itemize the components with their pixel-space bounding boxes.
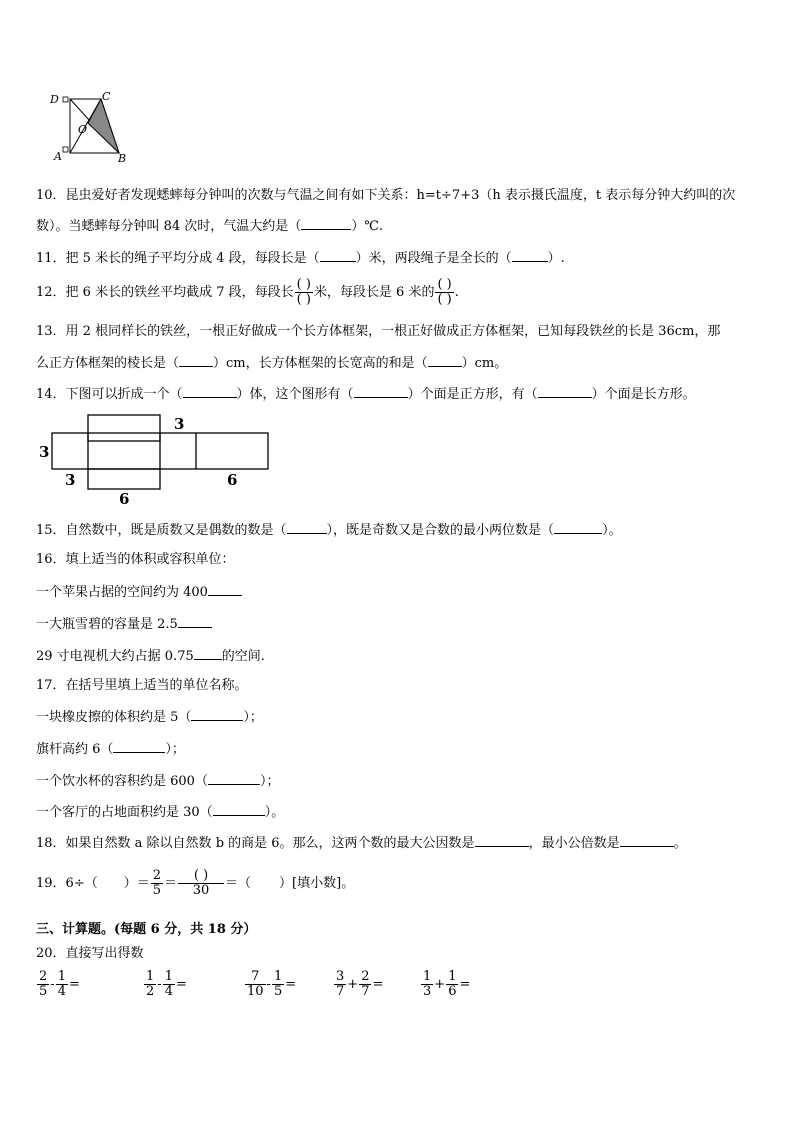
q20-4-op: + [347, 977, 359, 992]
q17-l1-text-a: 一块橡皮擦的体积约是 5（ [36, 710, 192, 725]
q20-2-n1: 1 [146, 969, 155, 984]
q20-4-n2: 2 [361, 969, 370, 984]
q14-blank-3[interactable] [538, 385, 592, 398]
box-net-figure [34, 410, 274, 508]
q14-text-a: 14．下图可以折成一个（ [36, 387, 183, 402]
q18 [36, 834, 687, 853]
q20-2-n2: 1 [164, 969, 173, 984]
q17-line4 [36, 803, 284, 822]
q17-l1-text-b: ）； [243, 710, 263, 725]
q13-line2 [36, 354, 507, 373]
q20-3-eq: = [285, 977, 297, 992]
q20-item-5[interactable] [420, 970, 470, 999]
q14-blank-2[interactable] [354, 385, 408, 398]
q19-text-b: ）＝ [123, 876, 150, 891]
q19-text-d: ）[填小数]。 [279, 876, 355, 891]
q20-3-n1: 7 [245, 970, 266, 985]
q12-frac2-den: ( ) [437, 292, 452, 307]
q16-l3-text-b: 的空间. [221, 649, 265, 664]
q15-blank-2[interactable] [554, 521, 602, 534]
q20-4-eq: = [372, 977, 384, 992]
net-label-bottom: 6 [119, 490, 130, 508]
q20-1-n2: 1 [57, 969, 66, 984]
q17-l3-text-b: ）； [259, 774, 280, 789]
q16-line1 [36, 583, 242, 602]
q20-2-d2: 4 [164, 984, 173, 999]
q15-blank-1[interactable] [287, 521, 327, 534]
q13-blank-2[interactable] [428, 354, 462, 367]
q17-l3-text-a: 一个饮水杯的容积约是 600（ [36, 774, 208, 789]
q18-blank-2[interactable] [620, 834, 674, 847]
label-d: D [50, 93, 59, 106]
q14 [36, 385, 696, 404]
q20-1-d1: 5 [39, 984, 48, 999]
q10-line1: 10．昆虫爱好者发现蟋蟀每分钟叫的次数与气温之间有如下关系：h=t÷7+3（h 表示摄氏温度，t 表示每分钟大约叫的次 [36, 188, 736, 203]
q19-frac2-num: ( ) [178, 869, 224, 884]
net-label-bottom-left: 3 [65, 471, 76, 489]
q17-title: 17．在括号里填上适当的单位名称。 [36, 678, 248, 693]
q12-fraction-2[interactable] [435, 278, 453, 307]
q20-4-d2: 7 [361, 984, 370, 999]
q15-text-a: 15．自然数中，既是质数又是偶数的数是（ [36, 523, 287, 538]
q19-fraction-2[interactable] [178, 869, 224, 898]
q12-text-a: 12．把 6 米长的铁丝平均截成 7 段，每段长 [36, 285, 294, 300]
q17-blank-4[interactable] [213, 803, 265, 816]
q17-l4-text-b: ）。 [264, 805, 285, 820]
q16-l2-text: 一大瓶雪碧的容量是 2.5 [36, 617, 178, 632]
q11-blank-2[interactable] [512, 249, 548, 262]
q17-blank-3[interactable] [208, 772, 260, 785]
label-b: B [118, 152, 127, 165]
q19-fraction-1 [151, 869, 163, 898]
q20-item-1[interactable] [36, 970, 80, 999]
q12-text-c: . [454, 285, 459, 300]
q20-5-n1: 1 [423, 969, 432, 984]
q20-3-op: - [266, 977, 271, 992]
q20-1-d2: 4 [57, 984, 66, 999]
q20-1-n1: 2 [39, 969, 48, 984]
net-label-left: 3 [39, 443, 50, 461]
q16-l3-text-a: 29 寸电视机大约占据 0.75 [36, 649, 194, 664]
q12-text-b: 米，每段长是 6 米的 [313, 285, 435, 300]
q17-l4-text-a: 一个客厅的占地面积约是 30（ [36, 805, 213, 820]
q20-5-n2: 1 [448, 969, 457, 984]
q16-blank-1[interactable] [208, 583, 242, 596]
q17-l2-text-b: ）； [165, 742, 185, 757]
q17-l2-text-a: 旗杆高约 6（ [36, 742, 114, 757]
q13-line1: 13．用 2 根同样长的铁丝，一根正好做成一个长方体框架，一根正好做成正方体框架，已知每段铁丝的长是 36cm，那 [36, 324, 721, 339]
q20-item-3[interactable] [244, 970, 296, 999]
section-3-heading: 三、计算题。(每题 6 分，共 18 分） [36, 922, 257, 937]
q10-text-b: ）℃. [351, 219, 383, 234]
q16-title: 16．填上适当的体积或容积单位： [36, 552, 235, 567]
q11-text-a: 11．把 5 米长的绳子平均分成 4 段，每段长是（ [36, 251, 320, 266]
q17-blank-1[interactable] [191, 708, 243, 721]
q11-blank-1[interactable] [320, 249, 356, 262]
q20-1-eq: = [68, 977, 80, 992]
q15-text-c: ）。 [602, 523, 622, 538]
q20-5-eq: = [459, 977, 471, 992]
q14-text-d: ）个面是长方形。 [591, 387, 696, 402]
square-figure [46, 90, 136, 168]
q14-blank-1[interactable] [183, 385, 237, 398]
q20-item-2[interactable] [143, 970, 187, 999]
label-o: O [78, 123, 88, 136]
q10-line2 [36, 217, 383, 236]
q19-eq: ＝ [164, 876, 178, 891]
q20-2-op: - [157, 977, 162, 992]
q16-l1-text: 一个苹果占据的空间约为 400 [36, 585, 208, 600]
q17-line1 [36, 708, 263, 727]
q19-frac1-den: 5 [152, 883, 162, 898]
q13-text-b: ）cm，长方体框架的长宽高的和是（ [213, 356, 428, 371]
q16-line2 [36, 615, 212, 634]
q20-3-d1: 10 [247, 984, 264, 999]
q20-5-op: + [434, 977, 446, 992]
q17-blank-2[interactable] [113, 740, 165, 753]
q12-frac2-num: ( ) [437, 277, 452, 292]
q20-5-d2: 6 [448, 984, 457, 999]
q14-text-c: ）个面是正方形，有（ [407, 387, 538, 402]
q13-blank-1[interactable] [179, 354, 213, 367]
label-c: C [102, 90, 111, 103]
net-label-top: 3 [174, 415, 185, 433]
q13-text-c: ）cm。 [461, 356, 508, 371]
q20-4-d1: 7 [336, 984, 345, 999]
q20-4-n1: 3 [336, 969, 345, 984]
q12-fraction-1[interactable] [295, 278, 313, 307]
q18-text-c: 。 [673, 836, 687, 851]
q18-blank-1[interactable] [475, 834, 529, 847]
q12 [36, 278, 459, 307]
q17-line3 [36, 772, 279, 791]
q12-frac1-num: ( ) [296, 277, 311, 292]
q12-frac1-den: ( ) [296, 292, 311, 307]
q20-5-d1: 3 [423, 984, 432, 999]
q16-blank-2[interactable] [178, 615, 212, 628]
q19-frac1-num: 2 [152, 868, 162, 883]
q20-3-d2: 5 [273, 984, 283, 999]
q11-text-b: ）米，两段绳子是全长的（ [355, 251, 512, 266]
q11-text-c: ）. [547, 251, 565, 266]
q20-2-eq: = [175, 977, 187, 992]
q11 [36, 249, 565, 268]
q19 [36, 869, 354, 898]
q16-blank-3[interactable] [194, 647, 222, 660]
q20-title: 20．直接写出得数 [36, 946, 144, 961]
q19-text-a: 19．6÷（ [36, 876, 98, 891]
q10-blank[interactable] [301, 217, 351, 230]
q14-text-b: ）体，这个图形有（ [236, 387, 354, 402]
q13-text-a: 么正方体框架的棱长是（ [36, 356, 180, 371]
q19-frac2-den: 30 [192, 883, 210, 898]
q17-line2 [36, 740, 185, 759]
q16-line3 [36, 647, 265, 666]
q18-text-a: 18．如果自然数 a 除以自然数 b 的商是 6。那么，这两个数的最大公因数是 [36, 836, 475, 851]
q20-3-n2: 1 [273, 969, 283, 984]
q15 [36, 521, 622, 540]
q10-text-a: 数）。当蟋蟀每分钟叫 84 次时，气温大约是（ [36, 219, 302, 234]
net-label-right: 6 [227, 471, 238, 489]
q18-text-b: ，最小公倍数是 [528, 836, 620, 851]
q15-text-b: ），既是奇数又是合数的最小两位数是（ [326, 523, 555, 538]
q20-1-op: - [50, 977, 55, 992]
q20-2-d1: 2 [146, 984, 155, 999]
q20-item-4[interactable] [333, 970, 383, 999]
q19-text-c: ＝（ [225, 876, 252, 891]
label-a: A [54, 150, 62, 163]
